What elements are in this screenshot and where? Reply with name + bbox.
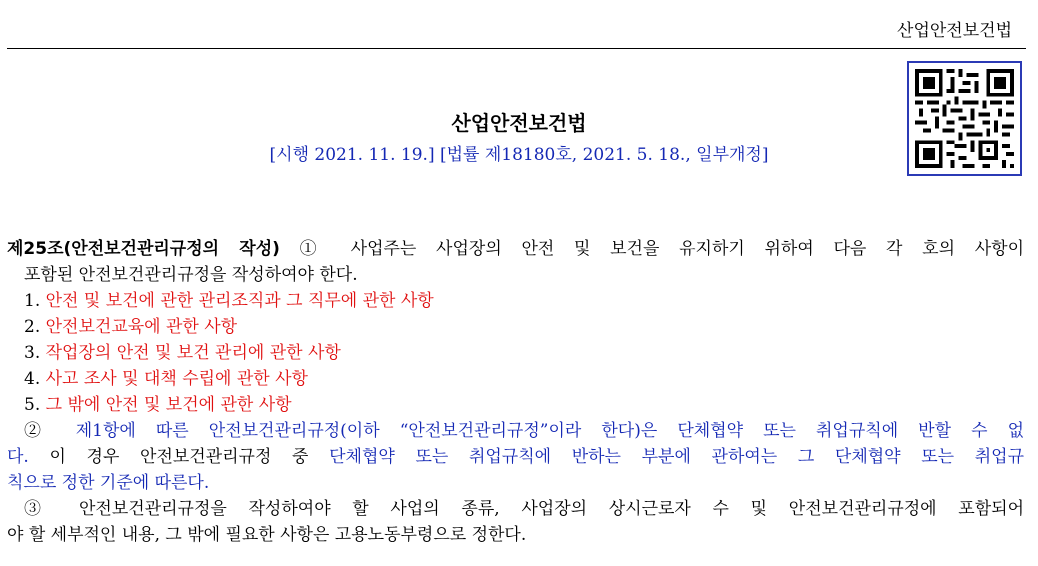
paragraph-3-text: 야 할 세부적인 내용, 그 밖에 필요한 사항은 고용노동부령으로 정한다.	[7, 525, 527, 545]
document-title: 산업안전보건법	[451, 111, 587, 135]
article-line	[7, 522, 1024, 548]
list-item	[7, 340, 1024, 366]
document-meta[interactable]: [시행 2021. 11. 19.] [법률 제18180호, 2021. 5. 18., 일부개정]	[269, 145, 769, 165]
item-number: 4.	[24, 369, 46, 389]
paragraph-1-text: ① 사업주는 사업장의 안전 및 보건을 유지하기 위하여 다음 각 호의 사항이	[279, 239, 1024, 259]
paragraph-2-number: ②	[24, 421, 76, 441]
article-line	[7, 444, 1024, 470]
paragraph-2-text: 제1항에 따른 안전보건관리규정(이하 “안전보건관리규정”이라 한다)은 단체협약 또는 취업규칙에 반할 수 없	[75, 421, 1024, 441]
item-text: 사고 조사 및 대책 수립에 관한 사항	[45, 369, 308, 389]
header-divider	[7, 48, 1026, 49]
list-item	[7, 392, 1024, 418]
article-heading: 제25조(안전보건관리규정의 작성)	[7, 239, 280, 259]
header-law-name: 산업안전보건법	[897, 21, 1012, 41]
item-number: 1.	[24, 291, 46, 311]
article-line	[7, 496, 1024, 522]
item-text: 안전보건교육에 관한 사항	[45, 317, 238, 337]
item-number: 5.	[24, 395, 46, 415]
paragraph-2-text: 단체협약 또는 취업규칙에 반하는 부분에 관하여는 그 단체협약 또는 취업규	[329, 447, 1024, 467]
article-line	[7, 236, 1024, 262]
article-line	[7, 470, 1024, 496]
paragraph-2-text: 칙으로 정한 기준에 따른다.	[7, 473, 210, 493]
article-line	[7, 262, 1024, 288]
item-text: 그 밖에 안전 및 보건에 관한 사항	[45, 395, 292, 415]
article-25	[7, 236, 1024, 548]
list-item	[7, 288, 1024, 314]
item-text: 안전 및 보건에 관한 관리조직과 그 직무에 관한 사항	[45, 291, 434, 311]
item-number: 3.	[24, 343, 46, 363]
list-item	[7, 366, 1024, 392]
item-text: 작업장의 안전 및 보건 관리에 관한 사항	[45, 343, 341, 363]
paragraph-2-text: 이 경우 안전보건관리규정 중	[28, 447, 330, 467]
paragraph-2-text: 다.	[7, 447, 29, 467]
paragraph-1-text: 포함된 안전보건관리규정을 작성하여야 한다.	[24, 265, 358, 285]
paragraph-3-text: ③ 안전보건관리규정을 작성하여야 할 사업의 종류, 사업장의 상시근로자 수 및 안전보건관리규정에 포함되어	[24, 499, 1024, 519]
list-item	[7, 314, 1024, 340]
article-line	[7, 418, 1024, 444]
item-number: 2.	[24, 317, 46, 337]
